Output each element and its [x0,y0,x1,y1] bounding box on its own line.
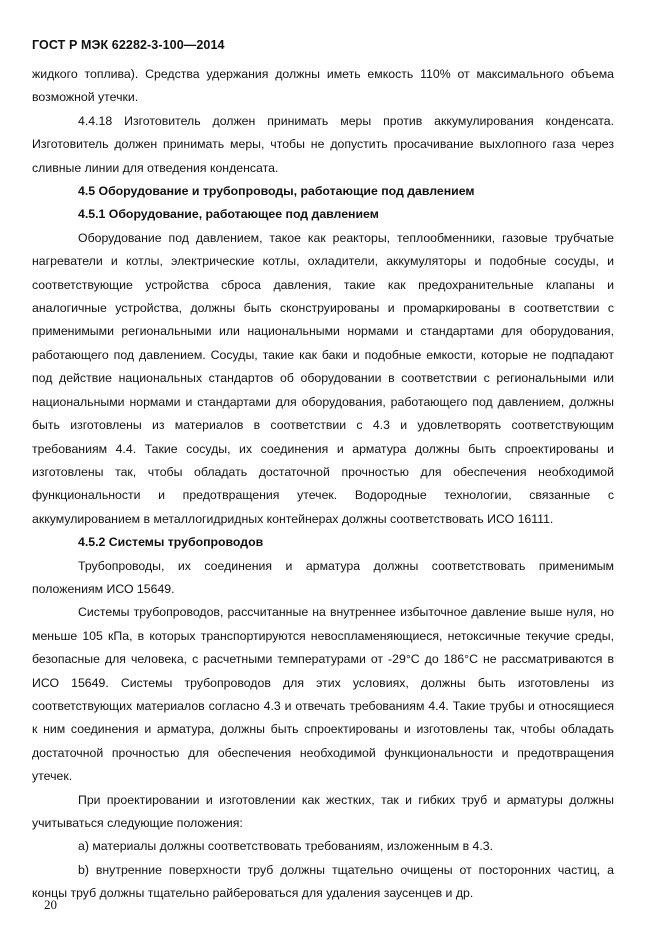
section-heading-4-5-1: 4.5.1 Оборудование, работающее под давлением [78,207,379,222]
paragraph-4-4-18: 4.4.18 Изготовитель должен принимать меры против аккумулирования конденсата. Изготовитель должен принимать меры, чтобы не допустить просачивание выхлопного газа через сливные линии для отведения конденсата. [32,113,614,175]
page-number: 20 [44,897,57,912]
paragraph-fuel-containment: жидкого топлива). Средства удержания должны иметь емкость 110% от максимального объема возможной утечки. [32,67,614,105]
section-heading-4-5: 4.5 Оборудование и трубопроводы, работающие под давлением [78,184,475,199]
section-heading-4-5-2: 4.5.2 Системы трубопроводов [78,535,264,550]
list-item-b: b) внутренние поверхности труб должны тщательно очищены от посторонних частиц, а концы труб должны тщательно райбероваться для удаления заусенцев и др. [32,862,614,901]
paragraph-design-provisions: При проектировании и изготовлении как жестких, так и гибких труб и арматуры должны учитываться следующие положения: [32,792,614,830]
document-header: ГОСТ Р МЭК 62282-3-100—2014 [32,38,225,52]
list-item-a: a) материалы должны соответствовать требованиям, изложенным в 4.3. [78,839,494,854]
paragraph-pressure-equipment: Оборудование под давлением, такое как реакторы, теплообменники, газовые трубчатые нагреватели и котлы, электрические котлы, охладители, аккумуляторы и подобные сосуды, и соответствующие устройства сброса давления, такие как предохранительные клапаны и аналогичные устройства, должны быть сконструированы и промаркированы в соответствии с применимыми региональными или национальными нормами и стандартами для оборудования, работающего под давлением. Сосуды, такие как баки и подобные емкости, которые не подпадают под действие национальных стандартов об оборудовании в соответствии с региональными или национальными нормами и стандартами для оборудования, работающего под давлением, должны быть изготовлены из материалов в соответствии с 4.3 и удовлетворять соответствующим требованиям 4.4. Такие сосуды, их соединения и арматура должны быть спроектированы и изготовлены так, чтобы обладать достаточной прочностью для обеспечения необходимой функциональности и предотвращения утечек. Водородные технологии, связанные с аккумулированием в металлогидридных контейнерах должны соответствовать ИСО 16111. [32,230,614,526]
paragraph-piping-iso: Трубопроводы, их соединения и арматура должны соответствовать применимым положениям ИСО 15649. [32,558,614,596]
paragraph-piping-systems: Системы трубопроводов, рассчитанные на внутреннее избыточное давление выше нуля, но меньше 105 кПа, в которых транспортируются невоспламеняющиеся, нетоксичные текучие среды, безопасные для человека, с расчетными температурами от -29°С до 186°С не рассматриваются в ИСО 15649. Системы трубопроводов для этих условиях, должны быть изготовлены из соответствующих материалов согласно 4.3 и отвечать требованиям 4.4. Такие трубы и относящиеся к ним соединения и арматура, должны быть спроектированы и изготовлены так, чтобы обладать достаточной прочностью для обеспечения необходимой функциональности и предотвращения утечек. [32,605,614,784]
document-body [32,63,614,906]
